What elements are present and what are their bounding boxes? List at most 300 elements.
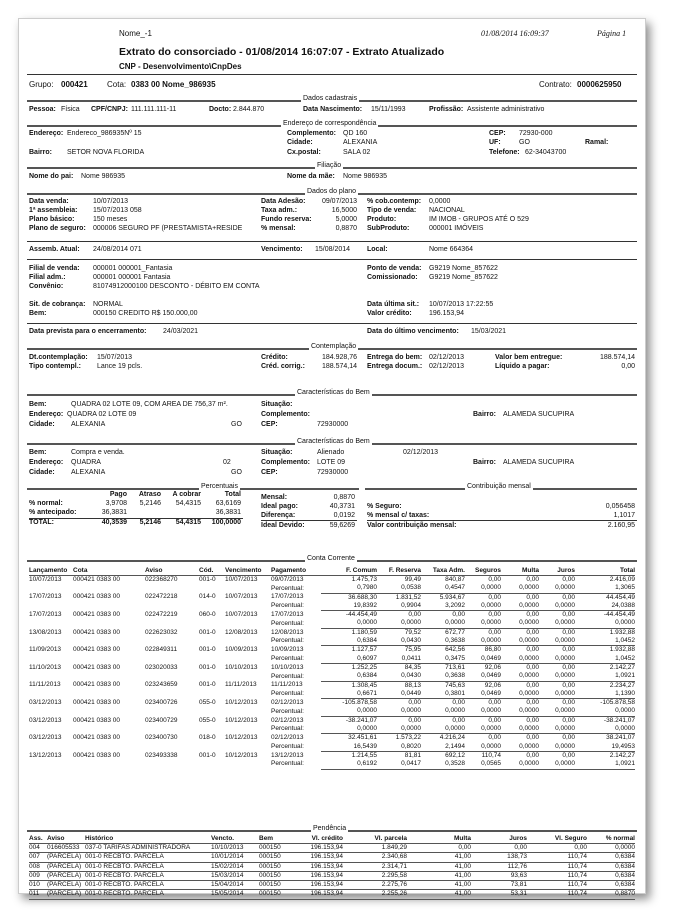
pai-value: Nome 986935: [81, 173, 125, 180]
table-row: [29, 871, 635, 880]
cota-label: Cota:: [107, 80, 127, 89]
table-cell: 11/11/2013: [29, 681, 61, 689]
table-cell: 000150: [259, 844, 289, 853]
table-cell: 0,0000: [501, 725, 539, 734]
divider: [27, 241, 637, 242]
percentuais-col-header: Pago: [109, 491, 127, 498]
table-cell: 0,00: [526, 593, 539, 601]
divider: [27, 74, 637, 75]
plano-field-value: 000001 IMÓVEIS: [429, 225, 484, 232]
section-contemplacao: Contemplação: [311, 343, 357, 350]
conta-corrente-col-header: Cód.: [199, 566, 225, 576]
plano-field-label: % cob.contemp:: [367, 198, 422, 205]
table-cell: 0,00: [452, 716, 465, 724]
percentual-label: Percentual:: [271, 584, 304, 592]
table-cell: [73, 637, 145, 646]
table-cell: 1.127,57: [351, 646, 377, 654]
table-cell: 0,6384: [587, 871, 635, 880]
table-cell: 0,00: [527, 844, 587, 853]
table-cell: 007: [29, 853, 47, 862]
table-cell: 692,12: [445, 751, 465, 759]
table-cell: 000421 0383 00: [73, 593, 120, 601]
table-cell: 86,80: [484, 646, 501, 654]
table-cell: 02/12/2013: [271, 716, 304, 724]
section-endereco: Endereço de correspondência: [283, 120, 377, 127]
table-cell: [145, 602, 199, 611]
table-cell: 0,0000: [421, 707, 465, 716]
percentual-label: Percentual:: [271, 602, 304, 610]
percentuais-col-header: Total: [224, 491, 241, 498]
local-value: Nome 664364: [429, 246, 473, 253]
table-cell: 010: [29, 881, 47, 890]
cidade-value: ALEXANIA: [343, 139, 378, 146]
table-cell: [145, 619, 199, 628]
table-cell: 2.142,27: [609, 663, 635, 671]
divider: [367, 520, 637, 521]
pendencia-col-header: Multa: [407, 834, 471, 844]
table-cell: [225, 602, 271, 611]
percentual-label: Percentual:: [271, 619, 304, 627]
table-cell: 0,0000: [465, 584, 501, 593]
divider: [261, 520, 357, 521]
plano-field-label: % mensal:: [261, 225, 296, 232]
table-cell: 2.340,68: [343, 853, 407, 862]
table-cell: 0,00: [452, 611, 465, 619]
diferenca-value: 0,0192: [333, 512, 355, 519]
convenio-value: 81074912000100 DESCONTO - DÉBITO EM CONTA: [93, 283, 260, 290]
table-cell: [199, 637, 225, 646]
percentuais-row-label: % normal:: [29, 500, 63, 507]
table-cell: 0,0000: [501, 743, 539, 752]
table-cell: 0,00: [526, 663, 539, 671]
pendencia-col-header: % normal: [587, 834, 635, 844]
profissao-label: Profissão:: [429, 106, 464, 113]
table-cell: [225, 584, 271, 593]
table-cell: 110,74: [527, 890, 587, 899]
table-cell: 03/12/2013: [29, 698, 62, 706]
table-cell: 0,0000: [501, 690, 539, 699]
table-cell: 0,00: [562, 751, 575, 759]
uf-label: UF:: [489, 139, 501, 146]
table-cell: 1,0921: [575, 672, 635, 681]
table-cell: 0,0000: [539, 760, 575, 769]
plano-field-label: Taxa adm.:: [261, 207, 298, 214]
cred-corrig-value: 188.574,14: [321, 363, 357, 370]
table-cell: 0,0000: [465, 602, 501, 611]
table-cell: -105.878,58: [342, 699, 377, 707]
table-cell: 000421 0383 00: [73, 681, 120, 689]
mae-label: Nome da mãe:: [287, 173, 335, 180]
table-cell: 11/09/2013: [29, 646, 62, 654]
table-cell: 014-0: [199, 593, 216, 601]
conta-corrente-col-header: Multa: [501, 566, 539, 576]
table-cell: 0,0000: [539, 584, 575, 593]
table-cell: 196.153,94: [289, 853, 343, 862]
table-cell: 0,00: [562, 628, 575, 636]
table-cell: [225, 760, 271, 769]
table-cell: 2.314,71: [343, 862, 407, 871]
table-cell: 1,0452: [575, 637, 635, 646]
table-cell: 41,00: [407, 862, 471, 871]
bem1-bairro-value: ALAMEDA SUCUPIRA: [503, 411, 575, 418]
conta-corrente-col-header: Lançamento: [29, 566, 73, 576]
table-cell: [145, 637, 199, 646]
credito-value: 184.928,76: [321, 354, 357, 361]
table-cell: 13/12/2013: [271, 751, 304, 759]
table-row: [29, 646, 635, 655]
credito-label: Crédito:: [261, 354, 288, 361]
grupo-label: Grupo:: [29, 80, 54, 89]
table-cell: 0,00: [488, 576, 501, 583]
table-cell: 10/12/2013: [225, 698, 258, 706]
table-cell: 0,00: [526, 646, 539, 654]
table-cell: [199, 602, 225, 611]
table-cell: 1.831,52: [395, 593, 421, 601]
table-cell: 75,95: [404, 646, 421, 654]
table-cell: 022472218: [145, 593, 178, 601]
table-cell: (PARCELA): [47, 871, 85, 880]
table-cell: [225, 690, 271, 699]
table-row: [29, 844, 635, 853]
conta-corrente-header: [29, 566, 635, 576]
percentual-label: Percentual:: [271, 654, 304, 662]
table-cell: 023400730: [145, 734, 178, 742]
doc-name: Nome_-1: [119, 29, 152, 38]
table-cell: 41,00: [407, 881, 471, 890]
table-cell: 0,00: [488, 593, 501, 601]
cota-value: 0383 00 Nome_986935: [131, 80, 216, 89]
table-cell: 0,0000: [465, 743, 501, 752]
bem1-bairro-label: Bairro:: [473, 411, 496, 418]
table-cell: 10/07/2013: [29, 576, 62, 583]
table-cell: 79,52: [404, 628, 421, 636]
sit-cobranca-value: NORMAL: [93, 301, 123, 308]
table-cell: 0,00: [526, 576, 539, 583]
table-cell: 0,0469: [465, 655, 501, 664]
table-cell: 17/07/2013: [271, 610, 304, 618]
cred-corrig-label: Créd. corrig.:: [261, 363, 305, 370]
dt-contemplacao-value: 15/07/2013: [97, 354, 133, 361]
table-cell: 15/02/2014: [211, 862, 259, 871]
table-row: [29, 734, 635, 743]
table-row: [29, 699, 635, 708]
liquido-value: 0,00: [621, 363, 635, 370]
percentuais-cell: 40,3539: [101, 519, 127, 526]
table-cell: 0,8870: [587, 890, 635, 899]
table-cell: 1,0452: [575, 655, 635, 664]
table-cell: 001-0: [199, 646, 216, 654]
table-cell: 023020033: [145, 663, 178, 671]
table-cell: 0,0469: [465, 672, 501, 681]
ultimo-venc-value: 15/03/2021: [471, 328, 507, 335]
table-cell: 023243659: [145, 681, 178, 689]
docto-label: Docto:: [209, 106, 232, 113]
percentual-label: Percentual:: [271, 760, 304, 768]
table-cell: 0,0000: [539, 743, 575, 752]
table-cell: 0,00: [562, 663, 575, 671]
bem2-bairro-label: Bairro:: [473, 459, 496, 466]
table-cell: 0,0430: [377, 672, 421, 681]
section-dados-cadastrais: Dados cadastrais: [303, 95, 358, 102]
pessoa-label: Pessoa:: [29, 106, 56, 113]
table-cell: 018-0: [199, 734, 216, 742]
conta-corrente-col-header: Juros: [539, 566, 575, 576]
bairro-label: Bairro:: [29, 149, 52, 156]
data-prevista-label: Data prevista para o encerramento:: [29, 328, 147, 335]
table-cell: 09/07/2013: [271, 576, 304, 583]
table-cell: [73, 743, 145, 752]
table-cell: 36.688,30: [348, 593, 377, 601]
table-cell: 0,0430: [377, 637, 421, 646]
seguro-value: 0,056458: [605, 503, 635, 510]
table-cell: [29, 584, 73, 593]
plano-field-value: 10/07/2013: [93, 198, 129, 205]
table-cell: 15/05/2014: [211, 890, 259, 899]
table-cell: 17/07/2013: [271, 593, 304, 601]
table-cell: 2.255,26: [343, 890, 407, 899]
divider: [27, 323, 637, 324]
table-cell: [225, 743, 271, 752]
bem1-cep-label: CEP:: [261, 421, 278, 428]
conta-corrente-col-header: Pagamento: [271, 566, 321, 576]
table-cell: 1.252,25: [351, 663, 377, 671]
table-cell: [73, 672, 145, 681]
pessoa-value: Física: [61, 106, 80, 113]
plano-field-value: 0,8870: [335, 225, 357, 232]
comissionado-value: G9219 Nome_857622: [429, 274, 498, 281]
plano-field-value: 5,0000: [335, 216, 357, 223]
filial-venda-label: Filial de venda:: [29, 265, 80, 272]
table-cell: 0,0000: [501, 707, 539, 716]
table-cell: 1.573,22: [395, 734, 421, 742]
table-cell: 0,0000: [575, 619, 635, 628]
table-cell: 1.849,29: [343, 844, 407, 853]
table-cell: [29, 760, 73, 769]
bairro-value: SETOR NOVA FLORIDA: [67, 149, 145, 156]
table-cell: 0,00: [562, 699, 575, 707]
table-cell: 0,00: [526, 751, 539, 759]
table-cell: 0,00: [488, 734, 501, 742]
pendencia-table: [29, 834, 635, 900]
table-cell: 0,6671: [321, 690, 377, 699]
table-cell: 0,00: [526, 628, 539, 636]
table-cell: 11/11/2013: [225, 681, 257, 689]
percentuais-row-label: % antecipado:: [29, 509, 77, 516]
table-cell: 0,00: [408, 716, 421, 724]
table-cell: 0,00: [488, 611, 501, 619]
pendencia-header: [29, 834, 635, 844]
table-row-percent: [29, 725, 635, 734]
table-row-percent: [29, 655, 635, 664]
table-cell: 0,6097: [321, 655, 377, 664]
table-cell: -105.878,58: [600, 699, 635, 707]
table-row: [29, 862, 635, 871]
bem2-uf-value: GO: [231, 469, 242, 476]
table-cell: 1.475,73: [351, 576, 377, 583]
percentuais-cell: 3,9708: [105, 500, 127, 507]
cpf-label: CPF/CNPJ:: [91, 106, 128, 113]
table-cell: [73, 619, 145, 628]
table-cell: 745,63: [445, 681, 465, 689]
table-cell: 0,00: [408, 699, 421, 707]
table-cell: [29, 602, 73, 611]
table-cell: [199, 760, 225, 769]
table-cell: 000421 0383 00: [73, 646, 120, 654]
table-cell: 023493338: [145, 751, 178, 759]
table-cell: [145, 672, 199, 681]
plano-field-label: Plano básico:: [29, 216, 75, 223]
table-row: [29, 663, 635, 672]
plano-field-value: 0,0000: [429, 198, 451, 205]
ultima-sit-label: Data última sit.:: [367, 301, 420, 308]
table-cell: 001-0 RECBTO. PARCELA: [85, 862, 211, 871]
table-cell: 16,5439: [321, 743, 377, 752]
table-cell: 0,0000: [465, 725, 501, 734]
bem2-situacao-value: Alienado: [317, 449, 345, 456]
local-label: Local:: [367, 246, 388, 253]
table-cell: 0,00: [562, 593, 575, 601]
table-cell: 11/11/2013: [271, 681, 303, 689]
table-cell: 0,0000: [465, 707, 501, 716]
table-cell: 713,61: [445, 663, 465, 671]
table-cell: (PARCELA): [47, 890, 85, 899]
plano-field-value: IM IMOB - GRUPOS ATÉ O 529: [429, 216, 529, 223]
table-row: [29, 853, 635, 862]
table-cell: 0,00: [526, 716, 539, 724]
percentual-label: Percentual:: [271, 707, 304, 715]
table-cell: [199, 672, 225, 681]
table-cell: 001-0 RECBTO. PARCELA: [85, 853, 211, 862]
plano-field-label: SubProduto:: [367, 225, 410, 232]
cep-label: CEP:: [489, 130, 506, 137]
table-cell: 112,76: [471, 862, 527, 871]
table-cell: [73, 584, 145, 593]
percentuais-col-header: Atraso: [138, 491, 161, 498]
table-cell: 0,00: [526, 699, 539, 707]
table-cell: 0,0469: [465, 690, 501, 699]
table-cell: [199, 743, 225, 752]
table-cell: 10/12/2013: [225, 734, 258, 742]
table-cell: 0,00: [562, 576, 575, 583]
table-cell: 196.153,94: [289, 871, 343, 880]
table-cell: 000150: [259, 871, 289, 880]
complemento-label: Complemento:: [287, 130, 336, 137]
profissao-value: Assistente administrativo: [467, 106, 545, 113]
conta-corrente-col-header: Taxa Adm.: [421, 566, 465, 576]
endereco-value: Endereco_986935Nº 15: [67, 130, 142, 137]
bem2-bairro-value: ALAMEDA SUCUPIRA: [503, 459, 575, 466]
table-cell: [145, 655, 199, 664]
table-cell: 0,6384: [587, 881, 635, 890]
table-cell: 840,87: [445, 576, 465, 583]
percentual-label: Percentual:: [271, 637, 304, 645]
bem1-cep-value: 72930000: [317, 421, 349, 428]
table-cell: 2.416,09: [609, 576, 635, 583]
table-cell: 0,00: [562, 646, 575, 654]
percentuais-cell: 5,2146: [139, 519, 161, 526]
table-cell: 2.295,58: [343, 871, 407, 880]
cidade-label: Cidade:: [287, 139, 313, 146]
table-row-percent: [29, 707, 635, 716]
table-cell: 03/12/2013: [29, 716, 62, 724]
table-cell: 13/08/2013: [29, 628, 62, 636]
table-cell: 009: [29, 871, 47, 880]
bem1-cidade-label: Cidade:: [29, 421, 55, 428]
table-cell: 5.934,67: [439, 593, 465, 601]
table-cell: 12/08/2013: [271, 628, 304, 636]
table-cell: 0,3528: [421, 760, 465, 769]
table-cell: 0,00: [408, 611, 421, 619]
table-cell: 022623032: [145, 628, 178, 636]
complemento-value: QD 160: [343, 130, 368, 137]
table-cell: 008: [29, 862, 47, 871]
table-cell: 02/12/2013: [271, 734, 304, 742]
table-row-percent: [29, 672, 635, 681]
plano-field-label: 1ª assembleia:: [29, 207, 78, 214]
table-cell: 023400726: [145, 698, 178, 706]
table-cell: [199, 655, 225, 664]
ultima-sit-value: 10/07/2013 17:22:55: [429, 301, 494, 308]
table-cell: 0,0538: [377, 584, 421, 593]
entrega-docum-label: Entrega docum.:: [367, 363, 423, 370]
table-cell: [73, 690, 145, 699]
table-cell: 0,00: [526, 734, 539, 742]
table-cell: 0,00: [488, 699, 501, 707]
table-cell: [145, 707, 199, 716]
pendencia-col-header: Vl. parcela: [343, 834, 407, 844]
valor-credito-label: Valor crédito:: [367, 310, 412, 317]
table-cell: [29, 619, 73, 628]
table-cell: -44.454,49: [345, 611, 377, 619]
vencimento-value: 15/08/2014: [315, 246, 351, 253]
table-cell: 0,7980: [321, 584, 377, 593]
telefone-value: 62-34043700: [525, 149, 567, 156]
table-cell: 000150: [259, 890, 289, 899]
plano-field-label: Produto:: [367, 216, 397, 223]
report-datetime: 01/08/2014 16:09:37: [481, 29, 549, 38]
table-cell: 0,0565: [465, 760, 501, 769]
table-cell: 10/10/2013: [271, 663, 304, 671]
table-row: [29, 576, 635, 585]
table-cell: 0,0000: [501, 760, 539, 769]
filial-adm-value: 000001 000001 Fantasia: [93, 274, 171, 281]
section-filiacao: Filiação: [317, 162, 342, 169]
ideal-devido-value: 59,6269: [329, 522, 355, 529]
table-cell: 001-0 RECBTO. PARCELA: [85, 881, 211, 890]
table-cell: [225, 655, 271, 664]
table-cell: 000150: [259, 862, 289, 871]
percentual-label: Percentual:: [271, 672, 304, 680]
table-cell: 0,6384: [587, 862, 635, 871]
table-cell: 001-0: [199, 751, 216, 759]
pendencia-col-header: Vl. crédito: [289, 834, 343, 844]
plano-field-value: 09/07/2013: [321, 198, 357, 205]
table-cell: 110,74: [481, 751, 501, 759]
bem2-cidade-value: ALEXANIA: [71, 469, 106, 476]
table-row-percent: [29, 602, 635, 611]
table-row: [29, 881, 635, 890]
table-cell: 84,35: [404, 663, 421, 671]
table-cell: 000421 0383 00: [73, 716, 120, 724]
table-row: [29, 681, 635, 690]
bem2-situacao-label: Situação:: [261, 449, 293, 456]
table-cell: 672,77: [445, 628, 465, 636]
mensal-value: 0,8870: [333, 494, 355, 501]
table-cell: 1.932,88: [609, 628, 635, 636]
ideal-pago-value: 40,3731: [329, 503, 355, 510]
table-cell: 41,00: [407, 853, 471, 862]
table-cell: 0,0000: [321, 707, 377, 716]
